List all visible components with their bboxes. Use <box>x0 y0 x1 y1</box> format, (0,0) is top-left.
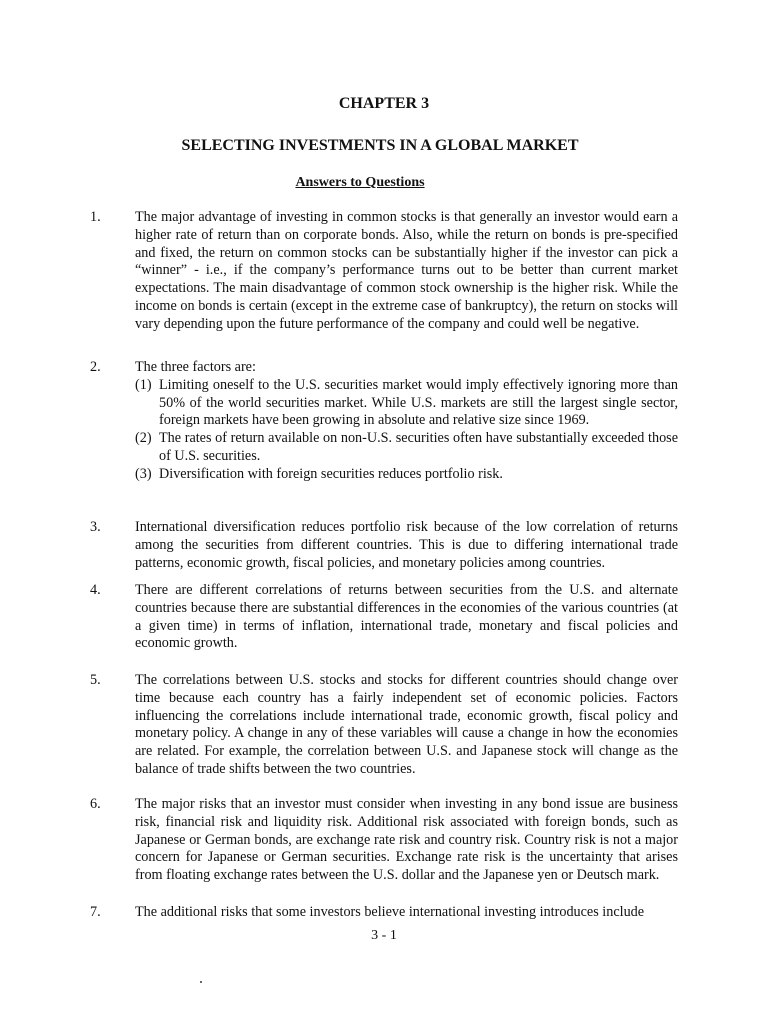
factor-text: The rates of return available on non-U.S. securities often have substantially exceeded those of U.S. securities. <box>159 430 678 464</box>
factor-item <box>135 466 678 484</box>
answer-5 <box>90 672 678 779</box>
answer-intro: The three factors are: <box>135 359 256 375</box>
answer-number: 7. <box>90 904 101 920</box>
answer-body <box>135 359 678 484</box>
answer-3 <box>90 519 678 572</box>
answer-text: The major risks that an investor must consider when investing in any bond issue are business risk, financial risk and liquidity risk. Additional risk associated with foreign bonds, such as Japanese or German bonds, are exchange rate risk and country risk. Country risk is not a major concern for Japanese or German securities. Exchange rate risk is the uncertainty that arises from floating exchange rates between the U.S. dollar and the Japanese yen or Deutsch mark. <box>135 796 678 884</box>
answer-text: The major advantage of investing in common stocks is that generally an investor would earn a higher rate of return than on corporate bonds. Also, while the return on bonds is pre-specified and fixed, the return on common stocks can be substantially higher if the investor can pick a “winner” - i.e., if the company’s performance turns out to be better than current market expectations. The main disadvantage of common stock ownership is the higher risk. While the income on bonds is certain (except in the extreme case of bankruptcy), the return on stocks will vary depending upon the future performance of the company and could well be negative. <box>135 209 678 332</box>
page-number: 3 - 1 <box>371 928 397 943</box>
factor-marker: (2) <box>135 430 152 447</box>
answer-text: The additional risks that some investors believe international investing introduces include <box>135 904 645 920</box>
section-subtitle: Answers to Questions <box>295 175 425 190</box>
answer-number: 1. <box>90 209 101 225</box>
factor-text: Limiting oneself to the U.S. securities market would imply effectively ignoring more than 50% of the world securities market. While U.S. markets are still the largest single sector, foreign markets have been growing in absolute and relative size since 1969. <box>159 376 678 429</box>
answer-number: 4. <box>90 582 101 598</box>
scan-speck <box>200 981 202 983</box>
factor-item <box>135 430 678 466</box>
answer-text: The correlations between U.S. stocks and stocks for different countries should change over time because each country has a fairly independent set of economic policies. Factors influencing the correlations include international trade, economic growth, fiscal policy and monetary policy. A change in any of these variables will cause a change in how the economies are related. For example, the correlation between U.S. and Japanese stock will change as the balance of trade shifts between the two countries. <box>135 672 678 777</box>
factor-item <box>135 377 678 430</box>
factor-marker: (1) <box>135 376 152 393</box>
answer-4 <box>90 582 678 653</box>
answer-6 <box>90 796 678 885</box>
answer-number: 3. <box>90 519 101 535</box>
answer-text: International diversification reduces portfolio risk because of the low correlation of returns among the securities from different countries. This is due to differing international trade patterns, economic growth, fiscal policies, and monetary policies among countries. <box>135 519 678 571</box>
answer-number: 5. <box>90 672 101 688</box>
answer-1 <box>90 209 678 334</box>
factor-marker: (3) <box>135 465 152 482</box>
answer-text: There are different correlations of returns between securities from the U.S. and alternate countries because there are substantial differences in the economies of the various countries (at a given time) in terms of inflation, international trade, monetary and fiscal policies and economic growth. <box>135 582 678 652</box>
factor-text: Diversification with foreign securities reduces portfolio risk. <box>159 465 503 482</box>
answer-2 <box>90 359 678 484</box>
chapter-heading: CHAPTER 3 <box>338 95 430 112</box>
chapter-title: SELECTING INVESTMENTS IN A GLOBAL MARKET <box>181 137 579 154</box>
answer-7 <box>90 904 678 922</box>
answer-number: 6. <box>90 796 101 812</box>
answer-number: 2. <box>90 359 101 375</box>
